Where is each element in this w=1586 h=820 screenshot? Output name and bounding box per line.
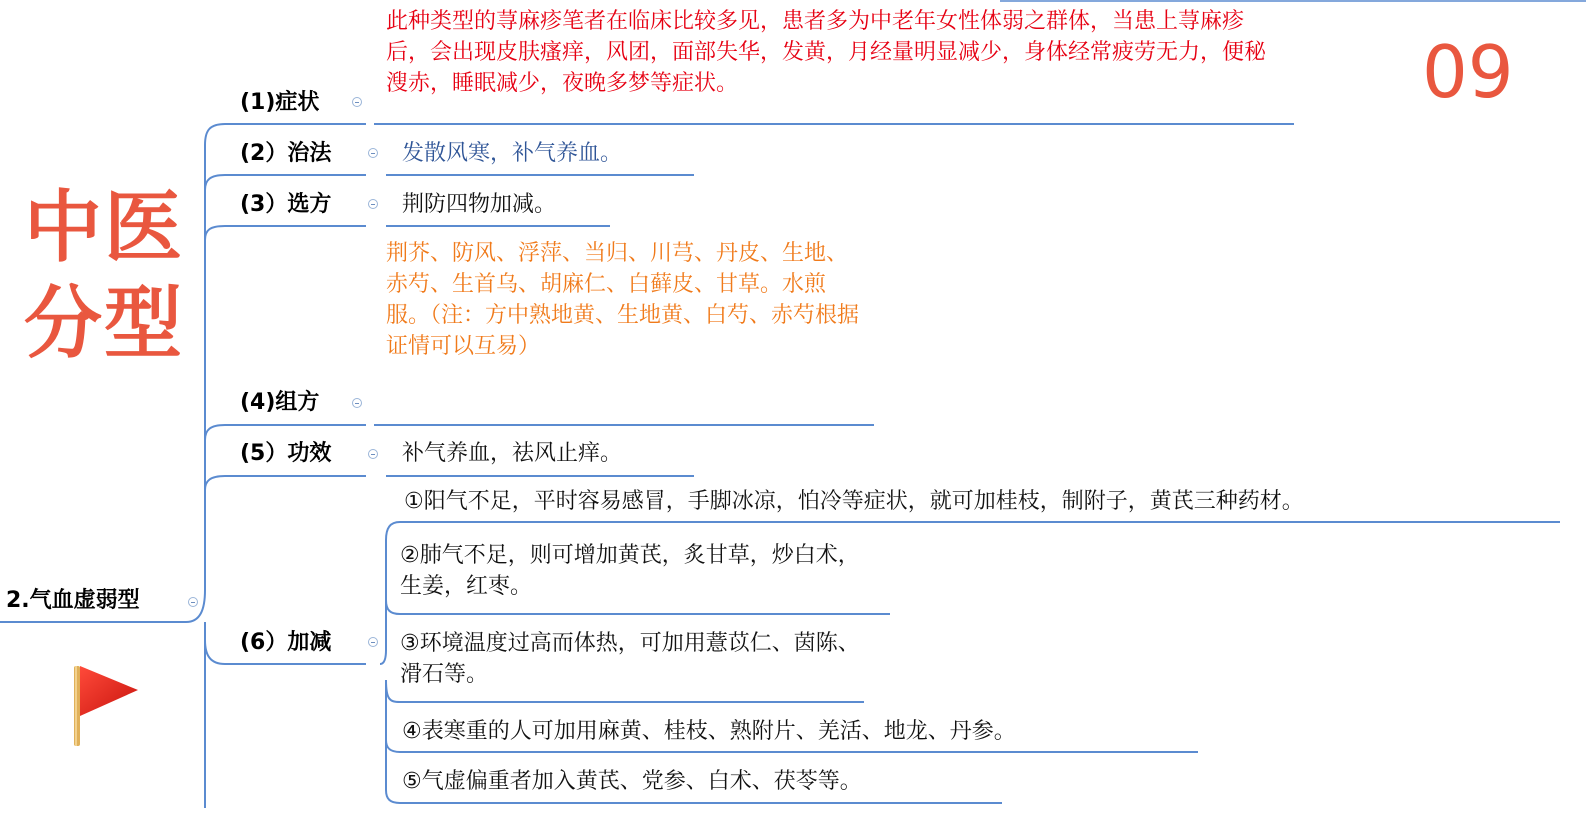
- root-node-label[interactable]: 2.气血虚弱型: [6, 588, 140, 613]
- efficacy-text: 补气养血，祛风止痒。: [402, 441, 623, 466]
- collapse-toggle-icon[interactable]: [368, 637, 378, 647]
- branch-symptoms-label[interactable]: (1)症状: [240, 90, 320, 115]
- collapse-toggle-icon[interactable]: [352, 398, 362, 408]
- modification-item-2: ②肺气不足，则可增加黄芪，炙甘草，炒白术，生姜，红枣。: [400, 543, 860, 599]
- branch-prescription-label[interactable]: (3）选方: [240, 192, 332, 217]
- collapse-toggle-icon[interactable]: [368, 199, 378, 209]
- branch-therapy-label[interactable]: (2）治法: [240, 141, 332, 166]
- collapse-toggle-icon[interactable]: [188, 597, 198, 607]
- ingredients-text: 荆芥、防风、浮萍、当归、川芎、丹皮、生地、赤芍、生首乌、胡麻仁、白藓皮、甘草。水煎服。（注：方中熟地黄、生地黄、白芍、赤芍根据证情可以互易）: [386, 241, 860, 359]
- page-number: 09: [1422, 30, 1514, 114]
- collapse-toggle-icon[interactable]: [368, 148, 378, 158]
- prescription-text: 荆防四物加减。: [402, 192, 557, 217]
- side-title: 中医分型: [24, 183, 185, 369]
- modification-item-3: ③环境温度过高而体热，可加用薏苡仁、茵陈、滑石等。: [400, 631, 860, 687]
- symptoms-text: 此种类型的荨麻疹笔者在临床比较多见，患者多为中老年女性体弱之群体，当患上荨麻疹后，会出现皮肤瘙痒，风团，面部失华，发黄，月经量明显减少，身体经常疲劳无力，便秘溲赤，睡眠减少，夜晚多梦等症状。: [386, 9, 1267, 96]
- collapse-toggle-icon[interactable]: [368, 449, 378, 459]
- branch-ingredients-label[interactable]: (4)组方: [240, 390, 320, 415]
- modification-item-5: ⑤气虚偏重者加入黄芪、党参、白术、茯苓等。: [402, 769, 862, 794]
- branch-modifications-label[interactable]: (6）加减: [240, 630, 332, 655]
- modification-item-1: ①阳气不足，平时容易感冒，手脚冰凉，怕冷等症状，就可加桂枝，制附子，黄芪三种药材。: [404, 489, 1304, 514]
- collapse-toggle-icon[interactable]: [352, 97, 362, 107]
- therapy-text: 发散风寒，补气养血。: [402, 141, 623, 166]
- branch-efficacy-label[interactable]: (5）功效: [240, 441, 332, 466]
- modification-item-4: ④表寒重的人可加用麻黄、桂枝、熟附片、羌活、地龙、丹参。: [402, 719, 1016, 744]
- red-flag-icon: [74, 662, 144, 746]
